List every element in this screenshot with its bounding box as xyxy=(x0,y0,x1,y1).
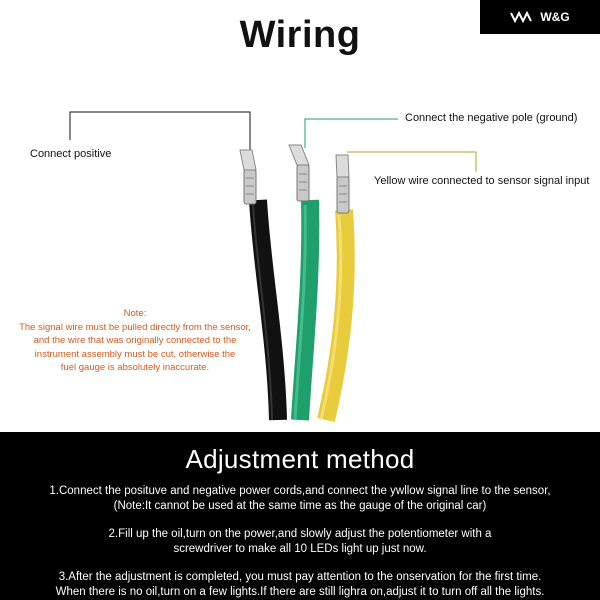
brand-name: W&G xyxy=(540,10,570,24)
adjustment-steps xyxy=(0,484,600,600)
step-text: 2.Fill up the oil,turn on the power,and slowly adjust the potentiometer with a xyxy=(108,528,492,540)
positive-label: Connect positive xyxy=(30,148,112,160)
adjustment-step-1 xyxy=(0,484,600,514)
adjustment-title: Adjustment method xyxy=(185,444,415,474)
negative-label: Connect the negative pole (ground) xyxy=(405,112,578,124)
adjustment-step-2 xyxy=(0,527,600,557)
adjustment-panel xyxy=(0,432,600,600)
negative-leader-line xyxy=(305,119,398,148)
adjustment-step-3 xyxy=(0,570,600,600)
note-block xyxy=(10,307,260,375)
yellow-wire-terminal xyxy=(336,155,349,213)
note-line: The signal wire must be pulled directly from the sensor, xyxy=(19,321,251,333)
signal-leader-line xyxy=(347,152,476,172)
note-line: fuel gauge is absolutely inaccurate. xyxy=(60,362,210,373)
note-heading: Note: xyxy=(123,308,147,319)
note-line: and the wire that was originally connected to the xyxy=(33,335,237,346)
step-text: screwdriver to make all 10 LEDs light up just now. xyxy=(173,543,427,555)
black-wire-terminal xyxy=(240,150,256,204)
step-text: When there is no oil,turn on a few lights.If there are still lighra on,adjust it to turn off all the lights. xyxy=(55,586,545,598)
black-wire xyxy=(258,200,278,420)
step-text: 1.Connect the posituve and negative power cords,and connect the ywllow signal line to the sensor, xyxy=(49,485,551,497)
note-line: instrument assembly must be cut, otherwise the xyxy=(34,348,236,360)
signal-label: Yellow wire connected to sensor signal input xyxy=(374,175,590,187)
step-text: 3.After the adjustment is completed, you must pay attention to the onservation for the first time. xyxy=(58,571,542,583)
page-title: Wiring xyxy=(239,14,361,56)
green-wire-terminal xyxy=(289,145,309,201)
step-text: (Note:It cannot be used at the same time as the gauge of the original car) xyxy=(113,500,487,512)
